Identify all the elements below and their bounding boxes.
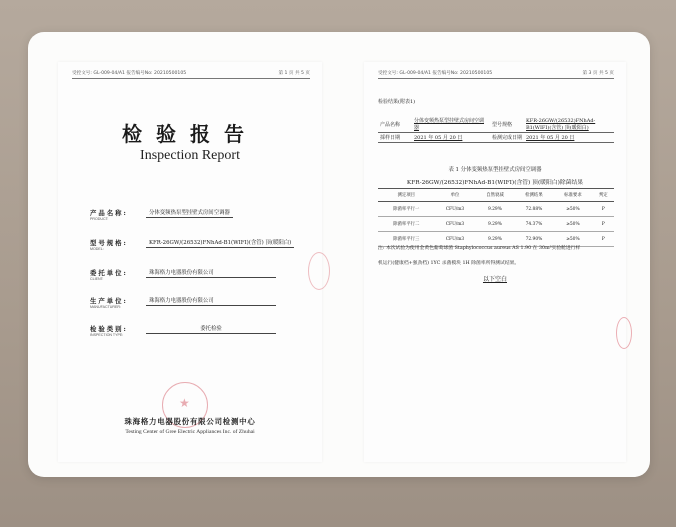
page-header <box>72 70 310 79</box>
edge-seal-icon <box>616 317 632 349</box>
header-page-number: 第 3 页 共 5 页 <box>582 71 614 76</box>
table-cell: 9.29% <box>475 217 514 232</box>
table-header-row <box>378 189 614 202</box>
field-manufacturer <box>90 296 320 322</box>
field-inspection-type <box>90 324 320 350</box>
done-date-label: 检测完成日期 <box>490 133 524 143</box>
section-title: 检验结果(附表1) <box>378 99 416 105</box>
table-caption-model: KFR-26GW/(26532)FNhAd-B1(WIFI)(含管) 顶(暖阳白)除菌结果 <box>406 180 584 186</box>
field-model <box>90 238 320 264</box>
blank-below-marker: 以下空白 <box>482 276 507 283</box>
field-value: 委托检验 <box>146 324 276 334</box>
header-page-number: 第 1 页 共 5 页 <box>278 71 310 76</box>
table-cell: 除菌率平行二 <box>378 217 435 232</box>
testing-center-name-en: Testing Center of Gree Electric Appliances Inc. of Zhuhai <box>125 429 255 435</box>
table-cell: 9.29% <box>475 202 514 217</box>
field-value: 珠海格力电器股份有限公司 <box>146 296 276 306</box>
done-date-value: 2021 年 05 月 20 日 <box>524 133 614 143</box>
photo-card <box>28 32 650 477</box>
field-sublabel: MANUFACTURER: <box>90 305 121 309</box>
table-cell: P <box>592 217 614 232</box>
test-note-line2: 机运行(健康档+强劲档) 1YC 杀菌模块 1H 除菌率所得测试结果。 <box>378 261 520 266</box>
field-product <box>90 208 320 234</box>
column-header: 检测结果 <box>514 189 553 202</box>
field-value: 珠海格力电器股份有限公司 <box>146 268 276 278</box>
table-row <box>378 217 614 232</box>
sample-date-label: 採样日期 <box>378 133 412 143</box>
header-doc-number: 受控文号: GL-009-04/A1 报告编号No: 20210500105 <box>72 71 187 76</box>
field-value: KFR-26GW/(26532)FNhAd-B1(WIFI)(含管) 顶(暖阳白) <box>146 238 294 248</box>
report-title-en: Inspection Report <box>140 148 240 163</box>
sample-date-value: 2021 年 05 月 20 日 <box>412 133 490 143</box>
field-label: 委托单位: <box>90 269 128 277</box>
table-row <box>378 202 614 217</box>
header-doc-number: 受控文号: GL-009-04/A1 报告编号No: 20210500105 <box>378 71 493 76</box>
product-info-table <box>378 116 614 143</box>
table-cell: 74.37% <box>514 217 553 232</box>
field-label: 生产单位: <box>90 297 128 305</box>
report-results-page <box>364 62 626 462</box>
results-table <box>378 188 614 247</box>
field-sublabel: INSPECTION TYPE: <box>90 333 124 337</box>
table-cell: P <box>592 202 614 217</box>
column-header: 测定项目 <box>378 189 435 202</box>
table-cell: 9.29% <box>475 232 514 247</box>
field-sublabel: MODEL: <box>90 247 104 251</box>
test-note-line1: 注: 本次试验为使用金黄色葡萄球菌 Staphylococcus aureus AS 1.90 在 30m³实验舱进行样 <box>378 246 581 251</box>
table-cell: P <box>592 232 614 247</box>
field-label: 检验类别: <box>90 325 128 333</box>
field-label: 产品名称: <box>90 209 128 217</box>
column-header: 标准要求 <box>553 189 592 202</box>
product-value: 分体变频热泵型挂壁式房间空调器 <box>412 116 490 133</box>
field-label: 型号规格: <box>90 239 128 247</box>
field-sublabel: CLIENT: <box>90 277 104 281</box>
table-cell: 72.90% <box>514 232 553 247</box>
table-cell: CFU/m3 <box>435 232 476 247</box>
table-cell: CFU/m3 <box>435 217 476 232</box>
table-cell: 除菌率平行三 <box>378 232 435 247</box>
table-cell: CFU/m3 <box>435 202 476 217</box>
page-header <box>378 70 614 79</box>
model-label: 型号规格 <box>490 116 524 133</box>
report-cover-page <box>58 62 322 462</box>
table-caption: 表 1 分体变频热泵型挂壁式房间空调器 <box>448 167 542 173</box>
table-cell: 72.88% <box>514 202 553 217</box>
column-header: 判定 <box>592 189 614 202</box>
table-cell: ≥50% <box>553 232 592 247</box>
field-value: 分体变频热泵型挂壁式房间空调器 <box>146 208 233 218</box>
model-value: KFR-26GW/(26532)FNhAd-B1(WIFI)(含管) 顶(暖阳白) <box>524 116 614 133</box>
company-seal-icon: ★ <box>162 382 208 428</box>
testing-center-name-cn: 珠海格力电器股份有限公司检测中心 <box>124 417 256 426</box>
table-cell: ≥50% <box>553 202 592 217</box>
report-title-cn: 检验报告 <box>122 122 258 146</box>
edge-seal-icon <box>308 252 330 290</box>
table-cell: 除菌率平行一 <box>378 202 435 217</box>
field-sublabel: PRODUCT: <box>90 217 109 221</box>
column-header: 自然衰减 <box>475 189 514 202</box>
field-client <box>90 268 320 294</box>
table-cell: ≥50% <box>553 217 592 232</box>
product-label: 产品名称 <box>378 116 412 133</box>
column-header: 单位 <box>435 189 476 202</box>
